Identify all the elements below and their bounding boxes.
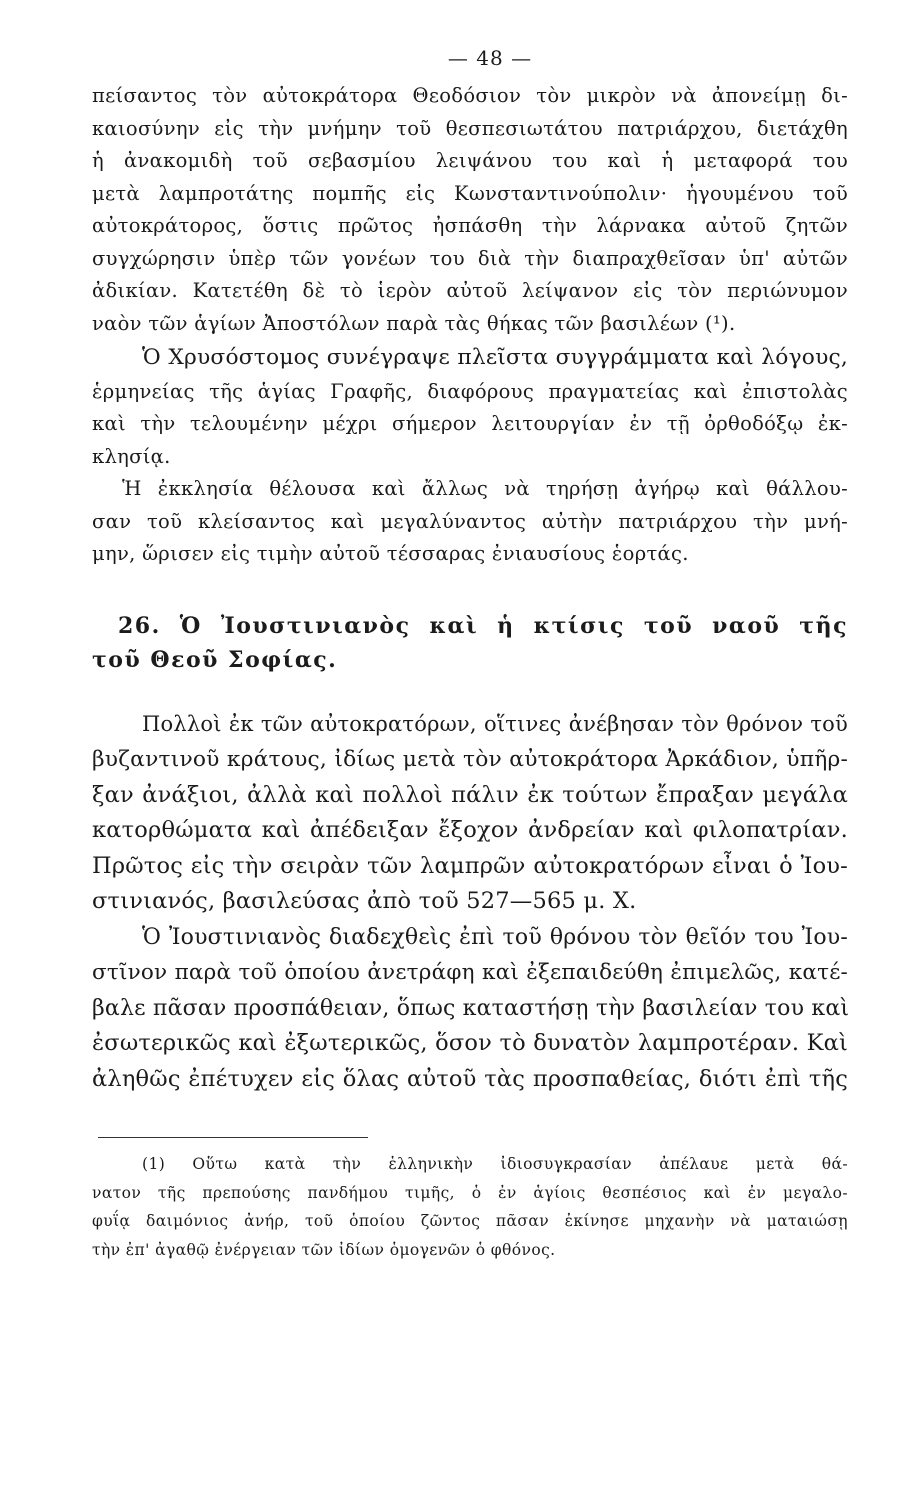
footnote-line: νατον τῆς πρεπούσης πανδήμου τιμῆς, ὁ ἐν ἁγίοις θεσπέσιος καὶ ἐν μεγαλο- — [92, 1183, 848, 1202]
text-line: αὐτοκράτορος, ὅστις πρῶτος ἠσπάσθη τὴν λάρνακα αὐτοῦ ζητῶν — [92, 214, 848, 237]
section-heading-line: 26. Ὁ Ἰουστινιανὸς καὶ ἡ κτίσις τοῦ ναοῦ τῆς — [118, 612, 848, 639]
paragraph-1 — [92, 80, 848, 340]
paragraph-4 — [92, 707, 848, 920]
section-heading — [92, 609, 848, 677]
text-line: πείσαντος τὸν αὐτοκράτορα Θεοδόσιον τὸν μικρὸν νὰ ἀπονείμῃ δι- — [92, 84, 848, 107]
text-line: καὶ τὴν τελουμένην μέχρι σήμερον λειτουργίαν ἐν τῇ ὀρθοδόξῳ ἐκ- — [92, 412, 848, 435]
text-line: ἀδικίαν. Κατετέθη δὲ τὸ ἱερὸν αὐτοῦ λείψανον εἰς τὸν περιώνυμον — [92, 279, 848, 302]
footnote-line: φυΐᾳ δαιμόνιος ἀνήρ, τοῦ ὁποίου ζῶντος πᾶσαν ἐκίνησε μηχανὴν νὰ ματαιώσῃ — [92, 1212, 848, 1230]
text-line: ξαν ἀνάξιοι, ἀλλὰ καὶ πολλοὶ πάλιν ἐκ τούτων ἔπραξαν μεγάλα — [92, 781, 848, 808]
text-line: ἀληθῶς ἐπέτυχεν εἰς ὅλας αὐτοῦ τὰς προσπαθείας, διότι ἐπὶ τῆς — [92, 1065, 848, 1092]
section-heading-line: τοῦ Θεοῦ Σοφίας. — [92, 646, 338, 673]
text-line: μην, ὥρισεν εἰς τιμὴν αὐτοῦ τέσσαρας ἐνιαυσίους ἑορτάς. — [92, 542, 689, 565]
page-number: — 48 — — [447, 46, 533, 70]
footnote-line: τὴν ἐπ' ἀγαθῷ ἐνέργειαν τῶν ἰδίων ὁμογενῶν ὁ φθόνος. — [92, 1240, 556, 1259]
text-line: στινιανός, βασιλεύσας ἀπὸ τοῦ 527—565 μ. Χ. — [92, 888, 637, 914]
text-line: ἡ ἀνακομιδὴ τοῦ σεβασμίου λειψάνου του καὶ ἡ μεταφορά του — [92, 149, 848, 172]
paragraph-3 — [92, 473, 848, 571]
text-line: συγχώρησιν ὑπὲρ τῶν γονέων του διὰ τὴν διαπραχθεῖσαν ὑπ' αὐτῶν — [92, 246, 848, 270]
text-line: μετὰ λαμπροτάτης πομπῆς εἰς Κωνσταντινούπολιν· ἡγουμένου τοῦ — [92, 181, 848, 205]
footnote — [92, 1150, 848, 1264]
text-line: στῖνον παρὰ τοῦ ὁποίου ἀνετράφη καὶ ἐξεπαιδεύθη ἐπιμελῶς, κατέ- — [92, 960, 848, 985]
paragraph-5 — [92, 920, 848, 1098]
paragraph-2 — [92, 340, 848, 473]
text-line: κατορθώματα καὶ ἀπέδειξαν ἔξοχον ἀνδρείαν καὶ φιλοπατρίαν. — [92, 817, 848, 843]
text-line: κλησίᾳ. — [92, 444, 171, 468]
text-line: Ὁ Ἰουστινιανὸς διαδεχθεὶς ἐπὶ τοῦ θρόνου τὸν θεῖόν του Ἰου- — [142, 924, 848, 950]
text-line: ἑρμηνείας τῆς ἁγίας Γραφῆς, διαφόρους πραγματείας καὶ ἐπιστολὰς — [92, 379, 848, 403]
text-line: Ὁ Χρυσόστομος συνέγραψε πλεῖστα συγγράμματα καὶ λόγους, — [142, 345, 848, 370]
text-line: βαλε πᾶσαν προσπάθειαν, ὅπως καταστήσῃ τὴν βασιλείαν του καὶ — [92, 995, 850, 1021]
page-content — [92, 40, 848, 1264]
footnote-line: (1) Οὕτω κατὰ τὴν ἑλληνικὴν ἰδιοσυγκρασίαν ἀπέλαυε μετὰ θά- — [142, 1155, 848, 1173]
text-line: καιοσύνην εἰς τὴν μνήμην τοῦ θεσπεσιωτάτου πατριάρχου, διετάχθη — [92, 116, 848, 140]
text-line: Πρῶτος εἰς τὴν σειρὰν τῶν λαμπρῶν αὐτοκρατόρων εἶναι ὁ Ἰου- — [92, 852, 848, 879]
text-line: Πολλοὶ ἐκ τῶν αὐτοκρατόρων, οἵτινες ἀνέβησαν τὸν θρόνον τοῦ — [142, 711, 848, 736]
text-line: βυζαντινοῦ κράτους, ἰδίως μετὰ τὸν αὐτοκράτορα Ἀρκάδιον, ὑπῆρ- — [92, 747, 848, 772]
spacer — [92, 677, 848, 707]
footnote-divider — [98, 1137, 368, 1138]
text-line: Ἡ ἐκκλησία θέλουσα καὶ ἄλλως νὰ τηρήσῃ ἀγήρῳ καὶ θάλλου- — [122, 477, 848, 500]
text-line: ναὸν τῶν ἁγίων Ἀποστόλων παρὰ τὰς θήκας τῶν βασιλέων (¹). — [92, 311, 736, 335]
text-line: σαν τοῦ κλείσαντος καὶ μεγαλύναντος αὐτὴν πατριάρχου τὴν μνή- — [92, 509, 848, 533]
text-line: ἐσωτερικῶς καὶ ἐξωτερικῶς, ὅσον τὸ δυνατὸν λαμπροτέραν. Καὶ — [92, 1030, 848, 1056]
